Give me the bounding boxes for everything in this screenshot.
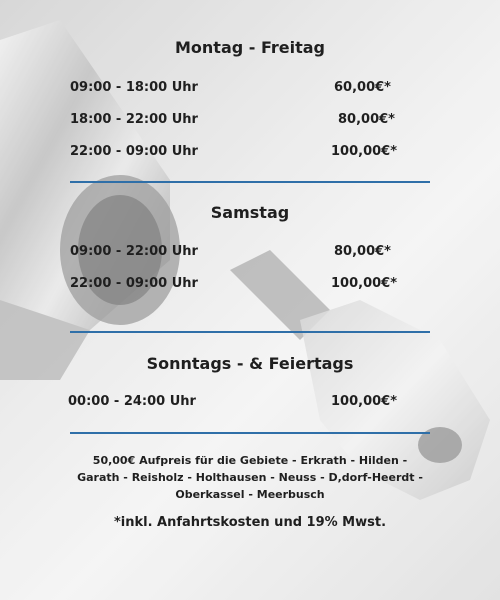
section-divider [70,331,430,333]
price-row [0,144,500,164]
surcharge-line: Oberkassel - Meerbusch [175,488,325,501]
time-range: 18:00 - 22:00 Uhr [70,112,198,127]
price-value: 100,00€* [331,144,398,159]
time-range: 09:00 - 22:00 Uhr [70,244,198,259]
surcharge-line: 50,00€ Aufpreis für die Gebiete - Erkrath - Hilden - [92,454,408,467]
weekday-title: Montag - Freitag [174,38,325,57]
price-row [0,276,500,296]
time-range: 22:00 - 09:00 Uhr [70,144,198,159]
time-range: 00:00 - 24:00 Uhr [68,394,196,409]
surcharge-line: Garath - Reisholz - Holthausen - Neuss - D,dorf-Heerdt - [77,471,423,484]
section-divider [70,432,430,434]
price-value: 80,00€* [334,244,391,259]
footnote-text: *inkl. Anfahrtskosten und 19% Mwst. [113,515,387,530]
price-value: 60,00€* [334,80,391,95]
time-range: 22:00 - 09:00 Uhr [70,276,198,291]
price-row [0,112,500,132]
price-row [0,394,500,414]
price-value: 80,00€* [338,112,395,127]
saturday-title: Samstag [210,203,290,222]
price-row [0,244,500,264]
section-divider [70,181,430,183]
price-value: 100,00€* [331,276,398,291]
price-value: 100,00€* [331,394,398,409]
sunday-holiday-title: Sonntags - & Feiertags [146,354,354,373]
time-range: 09:00 - 18:00 Uhr [70,80,198,95]
price-row [0,80,500,100]
surcharge-note [60,452,440,503]
